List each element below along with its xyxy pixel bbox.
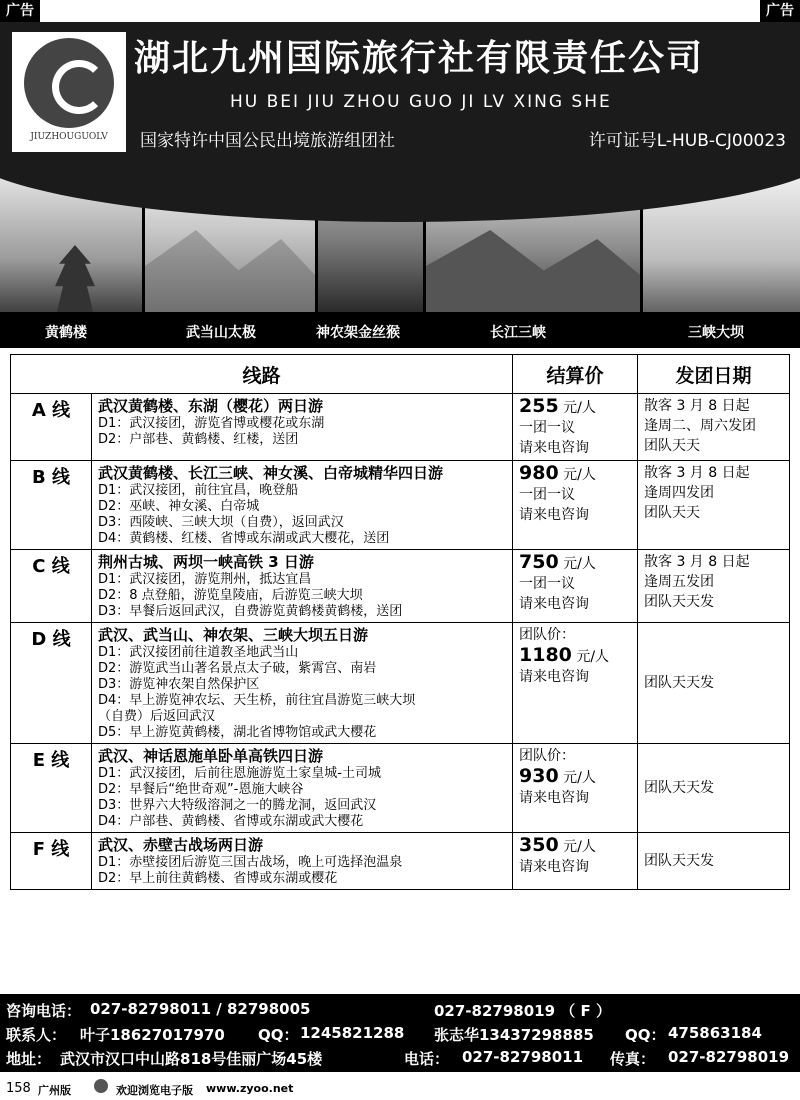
price-note: 请来电咨询 <box>519 440 589 456</box>
license-number: 许可证号L-HUB-CJ00023 <box>588 131 786 151</box>
route-day: D1：武汉接团，前往宜昌，晚登船 <box>98 483 299 498</box>
date-line: 团队天天发 <box>644 853 714 869</box>
route-cell <box>92 623 513 744</box>
price-cell <box>513 833 638 890</box>
caption-wudang: 武当山太极 <box>186 325 256 341</box>
price-amount: 350 <box>519 834 559 856</box>
route-cell <box>92 744 513 833</box>
route-label: C 线 <box>11 550 92 623</box>
phone-label: 电话： <box>404 1050 450 1068</box>
price-cell <box>513 394 638 461</box>
address: 武汉市汉口中山路818号佳丽广场45楼 <box>60 1050 323 1068</box>
price-note: 请来电咨询 <box>519 859 589 875</box>
price-note: 请来电咨询 <box>519 596 589 612</box>
edition-label: 广州版 <box>38 1084 71 1097</box>
route-day: D2：早上前往黄鹤楼、省博或东湖或樱花 <box>98 871 338 886</box>
route-label: E 线 <box>11 744 92 833</box>
price-cell <box>513 461 638 550</box>
price-line <box>519 835 631 857</box>
magazine-logo-icon <box>94 1079 108 1093</box>
route-cell <box>92 394 513 461</box>
date-line: 逢周四发团 <box>644 485 714 501</box>
date-line: 团队天天发 <box>644 675 714 691</box>
date-line: 逢周二、周六发团 <box>644 418 756 434</box>
table-row <box>11 461 790 550</box>
website: www.zyoo.net <box>206 1082 294 1095</box>
price-unit: 元/人 <box>558 400 596 416</box>
date-line: 散客 3 月 8 日起 <box>644 465 750 481</box>
route-label: A 线 <box>11 394 92 461</box>
route-label: F 线 <box>11 833 92 890</box>
route-title: 武汉、赤壁古战场两日游 <box>98 836 264 854</box>
company-name: 湖北九州国际旅行社有限责任公司 <box>134 38 705 79</box>
price-amount: 980 <box>519 462 559 484</box>
route-day: D2：户部巷、黄鹤楼、红楼，送团 <box>98 432 299 447</box>
route-title: 武汉黄鹤楼、长江三峡、神女溪、白帝城精华四日游 <box>98 464 444 482</box>
price-amount: 1180 <box>519 644 572 666</box>
date-line: 团队天天 <box>644 505 700 521</box>
price-amount: 750 <box>519 551 559 573</box>
logo-emblem-icon <box>24 38 114 128</box>
price-amount: 255 <box>519 395 559 417</box>
route-table <box>10 354 790 890</box>
table-header-row <box>11 355 790 394</box>
price-prefix: 团队价： <box>519 748 575 764</box>
price-amount: 930 <box>519 765 559 787</box>
table-row <box>11 550 790 623</box>
route-title: 武汉黄鹤楼、东湖（樱花）两日游 <box>98 397 324 415</box>
contact-label: 联系人： <box>6 1026 67 1044</box>
ad-tag-left: 广告 <box>0 0 40 22</box>
route-day: D5：早上游览黄鹤楼，湖北省博物馆或武大樱花 <box>98 725 377 740</box>
route-day: D4：黄鹤楼、红楼、省博或东湖或武大樱花，送团 <box>98 531 390 546</box>
company-header <box>0 22 800 162</box>
price-line <box>519 645 631 667</box>
price-unit: 元/人 <box>558 770 596 786</box>
route-day: D1：赤壁接团后游览三国古战场，晚上可选择泡温泉 <box>98 855 403 870</box>
route-day: D3：早餐后返回武汉，自费游览黄鹤楼黄鹤楼，送团 <box>98 604 403 619</box>
route-day: D3：世界六大特级溶洞之一的腾龙洞，返回武汉 <box>98 798 377 813</box>
route-day: D2：游览武当山著名景点太子破，紫霄宫、南岩 <box>98 661 377 676</box>
photo-captions <box>0 312 800 348</box>
fax-number: 027-82798019 <box>668 1048 790 1066</box>
price-line <box>519 396 631 418</box>
price-unit: 元/人 <box>558 467 596 483</box>
dates-cell <box>638 394 790 461</box>
page-bar <box>0 1076 800 1100</box>
contact-person-2: 张志华13437298885 <box>434 1026 594 1044</box>
route-day: D1：武汉接团，游览荆州，抵达宜昌 <box>98 572 312 587</box>
route-day: D2：早餐后“绝世奇观”-恩施大峡谷 <box>98 782 304 797</box>
table-row <box>11 394 790 461</box>
route-day: D1：武汉接团，游览省博或樱花或东湖 <box>98 416 325 431</box>
hotline-number: 027-82798011 / 82798005 <box>90 1000 311 1018</box>
fax-label: 传真： <box>610 1050 656 1068</box>
slogan: 欢迎浏览电子版 <box>116 1084 193 1097</box>
qq-number-1: 1245821288 <box>300 1024 405 1042</box>
price-line <box>519 766 631 788</box>
page-number: 158 <box>6 1081 31 1096</box>
caption-golden-monkey: 神农架金丝猴 <box>316 325 400 341</box>
price-unit: 元/人 <box>558 556 596 572</box>
route-day: D1：武汉接团前往道教圣地武当山 <box>98 645 299 660</box>
caption-dam: 三峡大坝 <box>688 325 744 341</box>
caption-yellow-crane: 黄鹤楼 <box>45 325 87 341</box>
price-line <box>519 552 631 574</box>
price-note: 请来电咨询 <box>519 790 589 806</box>
date-line: 团队天天发 <box>644 594 714 610</box>
route-label: B 线 <box>11 461 92 550</box>
contact-footer <box>0 994 800 1072</box>
logo-text: JIUZHOUGUOLV <box>30 132 108 142</box>
scenery-photo-strip <box>0 162 800 312</box>
route-title: 荆州古城、两坝一峡高铁 3 日游 <box>98 553 314 571</box>
price-note: 一团一议 <box>519 576 575 592</box>
date-line: 逢周五发团 <box>644 574 714 590</box>
header-dates: 发团日期 <box>638 355 790 394</box>
price-note: 一团一议 <box>519 420 575 436</box>
route-day: D3：西陵峡、三峡大坝（自费），返回武汉 <box>98 515 344 530</box>
route-day: D3：游览神农架自然保护区 <box>98 677 260 692</box>
hotline-label: 咨询电话： <box>6 1002 82 1020</box>
route-day: （自费）后返回武汉 <box>98 709 216 724</box>
route-day: D1：武汉接团，后前往恩施游览土家皇城-土司城 <box>98 766 381 781</box>
table-row <box>11 623 790 744</box>
fax-number-top: 027-82798019 （ F ） <box>434 1002 611 1020</box>
route-day: D4：户部巷、黄鹤楼、省博或东湖或武大樱花 <box>98 814 364 829</box>
dates-cell <box>638 623 790 744</box>
route-cell <box>92 833 513 890</box>
dates-cell <box>638 744 790 833</box>
header-price: 结算价 <box>513 355 638 394</box>
price-cell <box>513 550 638 623</box>
dates-cell <box>638 833 790 890</box>
price-cell <box>513 623 638 744</box>
company-logo <box>12 32 126 152</box>
address-label: 地址： <box>6 1050 52 1068</box>
route-cell <box>92 461 513 550</box>
route-label: D 线 <box>11 623 92 744</box>
route-cell <box>92 550 513 623</box>
date-line: 团队天天 <box>644 438 700 454</box>
dates-cell <box>638 461 790 550</box>
phone-number: 027-82798011 <box>462 1048 584 1066</box>
date-line: 散客 3 月 8 日起 <box>644 398 750 414</box>
price-note: 请来电咨询 <box>519 669 589 685</box>
qq-number-2: 475863184 <box>668 1024 762 1042</box>
table-row <box>11 744 790 833</box>
qq-label-2: QQ： <box>625 1026 666 1044</box>
dates-cell <box>638 550 790 623</box>
header-route: 线路 <box>11 355 513 394</box>
price-prefix: 团队价： <box>519 627 575 643</box>
company-pinyin: HU BEI JIU ZHOU GUO JI LV XING SHE <box>230 92 612 112</box>
route-day: D2：巫峡、神女溪、白帝城 <box>98 499 260 514</box>
ad-tag-right: 广告 <box>760 0 800 22</box>
route-day: D2：8 点登船，游览皇陵庙，后游览三峡大坝 <box>98 588 363 603</box>
route-day: D4：早上游览神农坛、天生桥，前往宜昌游览三峡大坝 <box>98 693 416 708</box>
table-row <box>11 833 790 890</box>
qq-label-1: QQ： <box>258 1026 299 1044</box>
caption-three-gorges: 长江三峡 <box>490 325 546 341</box>
route-title: 武汉、武当山、神农架、三峡大坝五日游 <box>98 626 369 644</box>
price-note: 一团一议 <box>519 487 575 503</box>
price-note: 请来电咨询 <box>519 507 589 523</box>
route-title: 武汉、神话恩施单卧单高铁四日游 <box>98 747 324 765</box>
date-line: 团队天天发 <box>644 780 714 796</box>
price-unit: 元/人 <box>571 649 610 665</box>
price-cell <box>513 744 638 833</box>
license-text: 国家特许中国公民出境旅游组团社 <box>140 131 395 151</box>
price-unit: 元/人 <box>558 839 596 855</box>
contact-person-1: 叶子18627017970 <box>80 1026 225 1044</box>
date-line: 散客 3 月 8 日起 <box>644 554 750 570</box>
price-line <box>519 463 631 485</box>
